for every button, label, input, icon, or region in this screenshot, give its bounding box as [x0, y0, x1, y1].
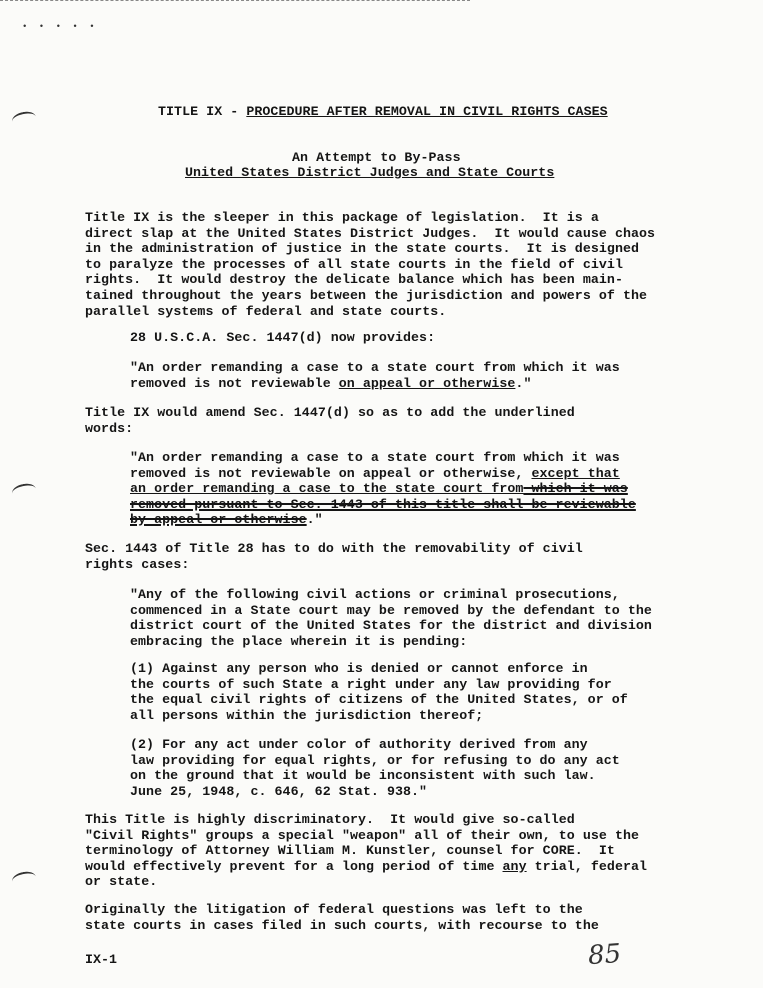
quote-amended-law — [130, 450, 636, 528]
quote-amended-law-end: ." — [306, 512, 323, 528]
paragraph-discriminatory — [85, 812, 647, 890]
paragraph-amendment-intro: Title IX would amend Sec. 1447(d) so as to add the underlined words: — [85, 405, 575, 436]
paragraph-discriminatory-text: This Title is highly discriminatory. It would give so-called "Civil Rights" groups a special "weapon" all of their own, to use the terminology of Attorney William M. Kunstler, counsel for CORE. It would effectively prevent for a long period of time — [85, 812, 640, 874]
punch-hole-mark-2 — [11, 482, 37, 501]
quote-clause-1: (1) Against any person who is denied or cannot enforce in the courts of such State a right under any law providing for the equal civil rights of citizens of the United States, or of all persons within the jurisdiction thereof; — [130, 661, 628, 723]
quote-amended-law-text: "An order remanding a case to a state court from which it was removed is not reviewable on appeal or otherwise, — [130, 450, 620, 481]
quote-amended-law-underlined: except that an order remanding a case to the state court from — [130, 465, 620, 497]
quote-current-law-end: ." — [515, 375, 532, 391]
quote-current-law-text: "An order remanding a case to a state court from which it was removed is not reviewable — [130, 360, 620, 391]
quote-current-law — [130, 360, 620, 391]
handwritten-page-number: 85 — [586, 938, 623, 972]
quote-current-law-underlined: on appeal or otherwise — [338, 375, 516, 391]
paragraph-discriminatory-underlined: any — [502, 858, 527, 874]
section-page-number: IX-1 — [85, 952, 117, 967]
punch-hole-mark-1 — [11, 110, 37, 129]
punch-hole-mark-3 — [11, 870, 37, 889]
quote-amended-law-struck: which it was removed pursuant to Sec. 1443 of this title shall be reviewable by appeal or otherwise — [130, 481, 636, 528]
paragraph-discriminatory-end: trial, federal or state. — [85, 858, 648, 890]
quote-clause-2: (2) For any act under color of authority derived from any law providing for equal rights, or for refusing to do any act on the ground that it would be inconsistent with such law. June 25, 1948, c. 646, 62 Stat. 938." — [130, 737, 620, 799]
paragraph-statute-ref: 28 U.S.C.A. Sec. 1447(d) now provides: — [130, 330, 436, 345]
paragraph-sec-1443: Sec. 1443 of Title 28 has to do with the removability of civil rights cases: — [85, 541, 583, 572]
quote-sec-1443: "Any of the following civil actions or criminal prosecutions, commenced in a State court may be removed by the defendant to the district court of the United States for the district and division embracing the place wherein it is pending: — [130, 587, 652, 649]
title-prefix: TITLE IX - — [158, 104, 247, 119]
page-title — [158, 104, 608, 120]
paragraph-originally: Originally the litigation of federal questions was left to the state courts in cases filed in such courts, with recourse to the — [85, 902, 599, 933]
title-main: PROCEDURE AFTER REMOVAL IN CIVIL RIGHTS CASES — [246, 104, 608, 119]
paragraph-intro: Title IX is the sleeper in this package of legislation. It is a direct slap at the United States District Judges. It would cause chaos in the administration of justice in the state courts. It is designed to paralyze the processes of all state courts in the field of civil rights. It would destroy the delicate balance which has been main- tained throughout the years between the jurisdiction and powers of the parallel systems of federal and state courts. — [85, 210, 656, 319]
scan-marks: • • • • • — [22, 22, 98, 32]
subtitle-line-1: An Attempt to By-Pass — [292, 150, 461, 165]
subtitle-line-2: United States District Judges and State Courts — [185, 165, 555, 180]
top-edge-dashed-line — [0, 0, 470, 1]
